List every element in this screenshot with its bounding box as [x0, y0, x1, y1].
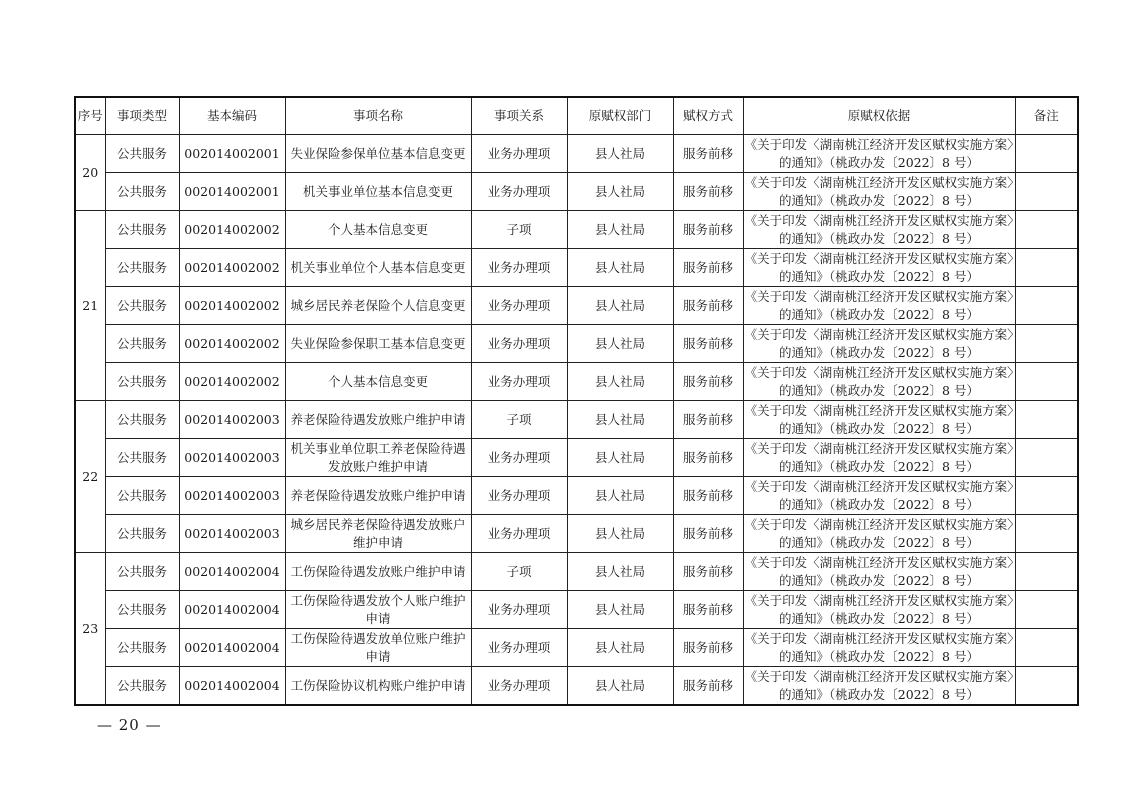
cell-method: 服务前移: [673, 591, 743, 629]
cell-name: 工伤保险协议机构账户维护申请: [285, 667, 471, 706]
cell-type: 公共服务: [105, 477, 179, 515]
cell-name: 城乡居民养老保险个人信息变更: [285, 287, 471, 325]
cell-type: 公共服务: [105, 591, 179, 629]
cell-remark: [1015, 515, 1078, 553]
cell-dept: 县人社局: [567, 249, 673, 287]
page-number: — 20 —: [97, 716, 162, 734]
cell-code: 002014002003: [179, 477, 285, 515]
header-seq: 序号: [75, 97, 105, 135]
cell-type: 公共服务: [105, 401, 179, 439]
cell-name: 失业保险参保职工基本信息变更: [285, 325, 471, 363]
cell-method: 服务前移: [673, 287, 743, 325]
cell-basis: 《关于印发〈湖南桃江经济开发区赋权实施方案〉的通知》（桃政办发〔2022〕8 号）: [743, 401, 1015, 439]
header-code: 基本编码: [179, 97, 285, 135]
cell-seq: 20: [75, 135, 105, 211]
cell-seq: 21: [75, 211, 105, 401]
cell-seq: 22: [75, 401, 105, 553]
cell-relation: 业务办理项: [471, 477, 567, 515]
cell-basis: 《关于印发〈湖南桃江经济开发区赋权实施方案〉的通知》（桃政办发〔2022〕8 号）: [743, 629, 1015, 667]
cell-method: 服务前移: [673, 629, 743, 667]
header-name: 事项名称: [285, 97, 471, 135]
cell-method: 服务前移: [673, 363, 743, 401]
cell-relation: 业务办理项: [471, 325, 567, 363]
table-row: [75, 363, 1078, 401]
cell-method: 服务前移: [673, 173, 743, 211]
cell-relation: 业务办理项: [471, 591, 567, 629]
cell-relation: 子项: [471, 553, 567, 591]
cell-method: 服务前移: [673, 667, 743, 706]
cell-code: 002014002002: [179, 211, 285, 249]
cell-remark: [1015, 591, 1078, 629]
cell-code: 002014002002: [179, 363, 285, 401]
cell-name: 养老保险待遇发放账户维护申请: [285, 401, 471, 439]
cell-type: 公共服务: [105, 667, 179, 706]
header-type: 事项类型: [105, 97, 179, 135]
table-row: [75, 553, 1078, 591]
cell-type: 公共服务: [105, 211, 179, 249]
cell-code: 002014002001: [179, 135, 285, 173]
cell-basis: 《关于印发〈湖南桃江经济开发区赋权实施方案〉的通知》（桃政办发〔2022〕8 号）: [743, 135, 1015, 173]
header-method: 赋权方式: [673, 97, 743, 135]
cell-method: 服务前移: [673, 211, 743, 249]
cell-name: 机关事业单位基本信息变更: [285, 173, 471, 211]
cell-basis: 《关于印发〈湖南桃江经济开发区赋权实施方案〉的通知》（桃政办发〔2022〕8 号）: [743, 287, 1015, 325]
cell-method: 服务前移: [673, 477, 743, 515]
cell-type: 公共服务: [105, 249, 179, 287]
table-row: [75, 135, 1078, 173]
cell-type: 公共服务: [105, 363, 179, 401]
cell-type: 公共服务: [105, 287, 179, 325]
cell-name: 个人基本信息变更: [285, 363, 471, 401]
header-relation: 事项关系: [471, 97, 567, 135]
cell-name: 个人基本信息变更: [285, 211, 471, 249]
cell-basis: 《关于印发〈湖南桃江经济开发区赋权实施方案〉的通知》（桃政办发〔2022〕8 号）: [743, 667, 1015, 706]
cell-remark: [1015, 325, 1078, 363]
table-row: [75, 591, 1078, 629]
cell-code: 002014002004: [179, 667, 285, 706]
cell-relation: 业务办理项: [471, 135, 567, 173]
cell-seq: 23: [75, 553, 105, 706]
cell-name: 工伤保险待遇发放单位账户维护申请: [285, 629, 471, 667]
cell-method: 服务前移: [673, 401, 743, 439]
cell-name: 失业保险参保单位基本信息变更: [285, 135, 471, 173]
cell-remark: [1015, 553, 1078, 591]
cell-type: 公共服务: [105, 135, 179, 173]
table-row: [75, 515, 1078, 553]
cell-code: 002014002002: [179, 249, 285, 287]
cell-basis: 《关于印发〈湖南桃江经济开发区赋权实施方案〉的通知》（桃政办发〔2022〕8 号）: [743, 325, 1015, 363]
cell-method: 服务前移: [673, 135, 743, 173]
cell-code: 002014002002: [179, 325, 285, 363]
cell-relation: 业务办理项: [471, 249, 567, 287]
cell-basis: 《关于印发〈湖南桃江经济开发区赋权实施方案〉的通知》（桃政办发〔2022〕8 号）: [743, 553, 1015, 591]
cell-basis: 《关于印发〈湖南桃江经济开发区赋权实施方案〉的通知》（桃政办发〔2022〕8 号）: [743, 515, 1015, 553]
cell-code: 002014002004: [179, 591, 285, 629]
cell-remark: [1015, 135, 1078, 173]
header-dept: 原赋权部门: [567, 97, 673, 135]
cell-dept: 县人社局: [567, 629, 673, 667]
table-row: [75, 439, 1078, 477]
header-remark: 备注: [1015, 97, 1078, 135]
header-basis: 原赋权依据: [743, 97, 1015, 135]
cell-dept: 县人社局: [567, 287, 673, 325]
table-row: [75, 477, 1078, 515]
table-row: [75, 629, 1078, 667]
cell-relation: 子项: [471, 211, 567, 249]
cell-relation: 子项: [471, 401, 567, 439]
cell-relation: 业务办理项: [471, 439, 567, 477]
table-row: [75, 173, 1078, 211]
cell-type: 公共服务: [105, 439, 179, 477]
cell-dept: 县人社局: [567, 553, 673, 591]
cell-remark: [1015, 439, 1078, 477]
cell-type: 公共服务: [105, 629, 179, 667]
cell-code: 002014002003: [179, 401, 285, 439]
cell-type: 公共服务: [105, 173, 179, 211]
cell-dept: 县人社局: [567, 591, 673, 629]
cell-dept: 县人社局: [567, 439, 673, 477]
cell-relation: 业务办理项: [471, 363, 567, 401]
cell-relation: 业务办理项: [471, 173, 567, 211]
cell-relation: 业务办理项: [471, 667, 567, 706]
table-row: [75, 667, 1078, 706]
cell-basis: 《关于印发〈湖南桃江经济开发区赋权实施方案〉的通知》（桃政办发〔2022〕8 号）: [743, 211, 1015, 249]
cell-method: 服务前移: [673, 439, 743, 477]
cell-method: 服务前移: [673, 515, 743, 553]
authorization-table: [74, 96, 1079, 706]
cell-dept: 县人社局: [567, 363, 673, 401]
cell-dept: 县人社局: [567, 515, 673, 553]
table-row: [75, 287, 1078, 325]
cell-basis: 《关于印发〈湖南桃江经济开发区赋权实施方案〉的通知》（桃政办发〔2022〕8 号）: [743, 249, 1015, 287]
cell-name: 工伤保险待遇发放账户维护申请: [285, 553, 471, 591]
cell-dept: 县人社局: [567, 173, 673, 211]
cell-dept: 县人社局: [567, 135, 673, 173]
cell-type: 公共服务: [105, 553, 179, 591]
cell-dept: 县人社局: [567, 667, 673, 706]
table-row: [75, 211, 1078, 249]
cell-relation: 业务办理项: [471, 515, 567, 553]
cell-name: 机关事业单位职工养老保险待遇发放账户维护申请: [285, 439, 471, 477]
cell-basis: 《关于印发〈湖南桃江经济开发区赋权实施方案〉的通知》（桃政办发〔2022〕8 号）: [743, 477, 1015, 515]
table-body: [75, 135, 1078, 706]
cell-basis: 《关于印发〈湖南桃江经济开发区赋权实施方案〉的通知》（桃政办发〔2022〕8 号）: [743, 173, 1015, 211]
table-row: [75, 249, 1078, 287]
cell-name: 机关事业单位个人基本信息变更: [285, 249, 471, 287]
cell-remark: [1015, 401, 1078, 439]
cell-type: 公共服务: [105, 515, 179, 553]
cell-remark: [1015, 173, 1078, 211]
cell-remark: [1015, 477, 1078, 515]
cell-remark: [1015, 211, 1078, 249]
cell-remark: [1015, 249, 1078, 287]
table-row: [75, 325, 1078, 363]
cell-name: 养老保险待遇发放账户维护申请: [285, 477, 471, 515]
header-row: [75, 97, 1078, 135]
cell-name: 工伤保险待遇发放个人账户维护申请: [285, 591, 471, 629]
cell-code: 002014002003: [179, 439, 285, 477]
cell-code: 002014002002: [179, 287, 285, 325]
cell-remark: [1015, 287, 1078, 325]
cell-dept: 县人社局: [567, 401, 673, 439]
cell-basis: 《关于印发〈湖南桃江经济开发区赋权实施方案〉的通知》（桃政办发〔2022〕8 号）: [743, 591, 1015, 629]
cell-code: 002014002001: [179, 173, 285, 211]
cell-relation: 业务办理项: [471, 629, 567, 667]
cell-basis: 《关于印发〈湖南桃江经济开发区赋权实施方案〉的通知》（桃政办发〔2022〕8 号）: [743, 363, 1015, 401]
cell-method: 服务前移: [673, 553, 743, 591]
cell-relation: 业务办理项: [471, 287, 567, 325]
cell-code: 002014002004: [179, 553, 285, 591]
cell-code: 002014002004: [179, 629, 285, 667]
cell-remark: [1015, 629, 1078, 667]
cell-basis: 《关于印发〈湖南桃江经济开发区赋权实施方案〉的通知》（桃政办发〔2022〕8 号）: [743, 439, 1015, 477]
cell-type: 公共服务: [105, 325, 179, 363]
table-row: [75, 401, 1078, 439]
cell-dept: 县人社局: [567, 477, 673, 515]
cell-method: 服务前移: [673, 325, 743, 363]
cell-method: 服务前移: [673, 249, 743, 287]
cell-remark: [1015, 667, 1078, 706]
cell-dept: 县人社局: [567, 325, 673, 363]
cell-remark: [1015, 363, 1078, 401]
cell-code: 002014002003: [179, 515, 285, 553]
cell-name: 城乡居民养老保险待遇发放账户维护申请: [285, 515, 471, 553]
cell-dept: 县人社局: [567, 211, 673, 249]
